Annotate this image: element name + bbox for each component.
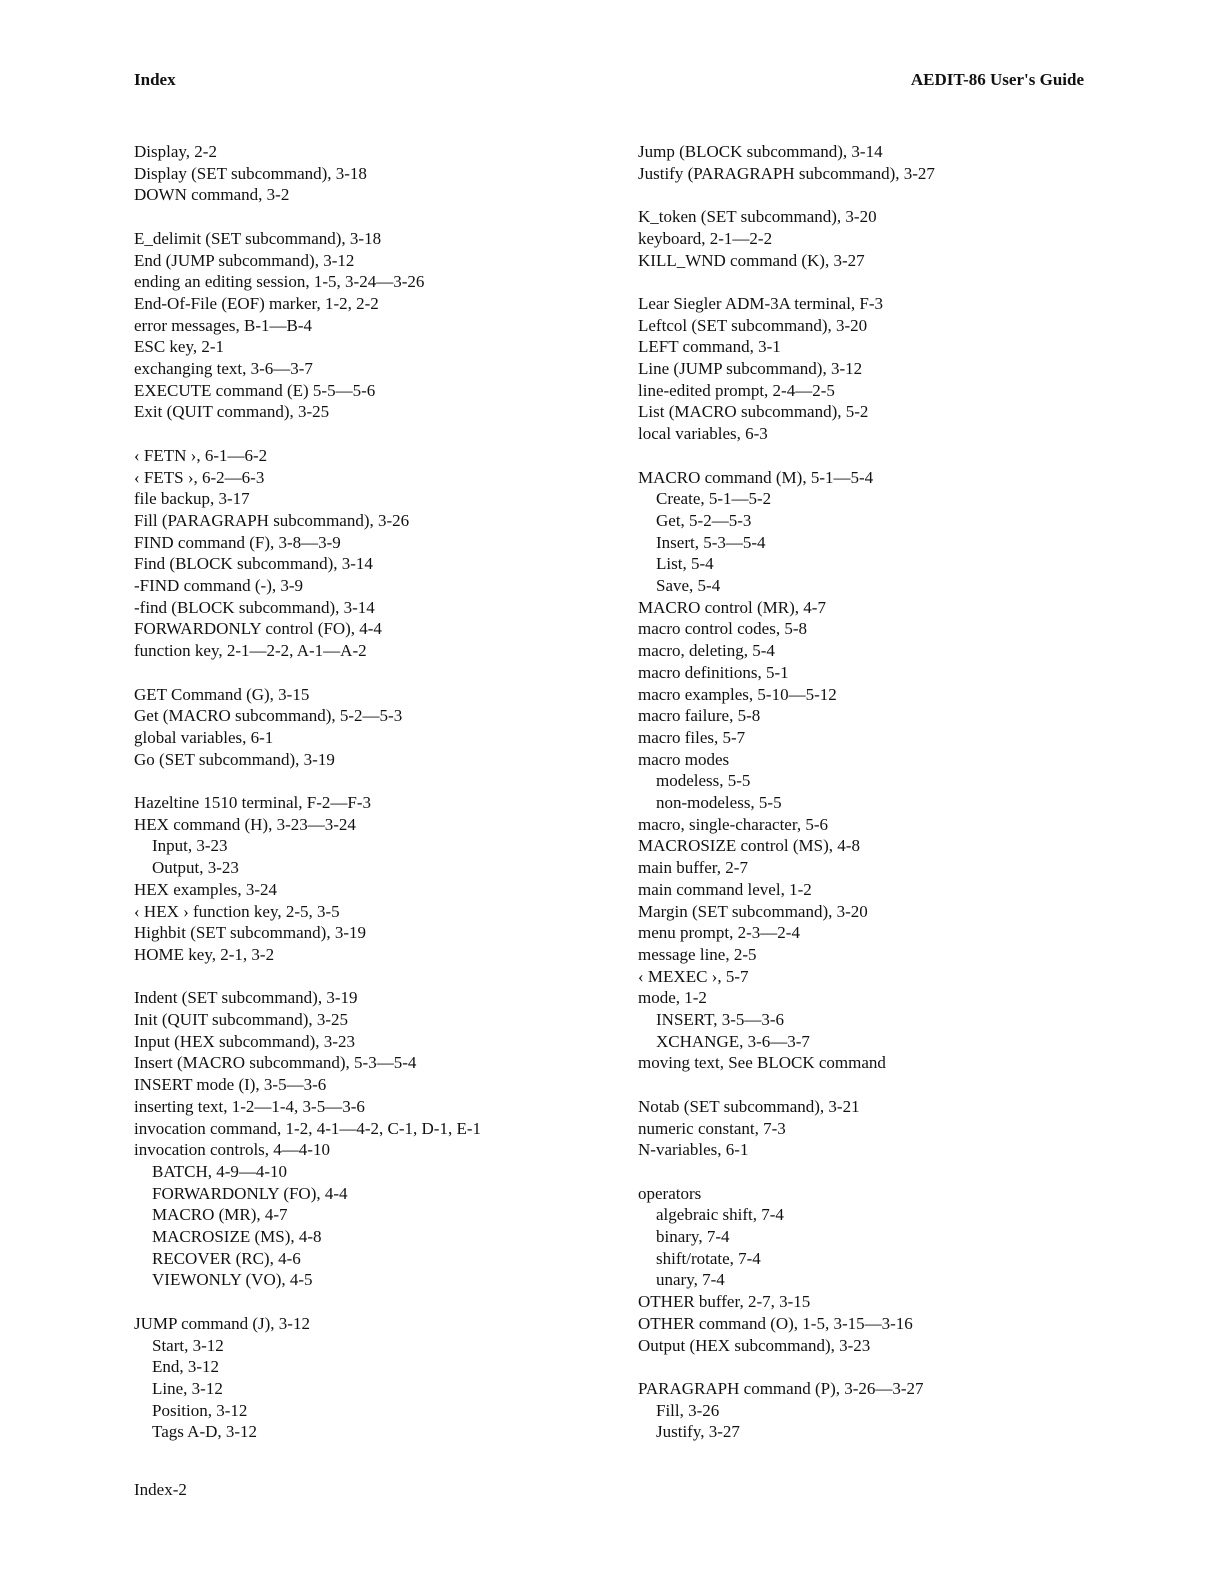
index-entry: macro, deleting, 5-4 <box>638 641 775 661</box>
index-entry: FIND command (F), 3-8—3-9 <box>134 532 341 552</box>
index-subentry: Start, 3-12 <box>152 1335 224 1355</box>
index-entry: macro, single-character, 5-6 <box>638 814 828 834</box>
running-header-left: Index <box>134 70 176 89</box>
index-entry: -FIND command (-), 3-9 <box>134 576 304 596</box>
index-entry: Get (MACRO subcommand), 5-2—5-3 <box>134 706 403 726</box>
index-group <box>134 987 574 1291</box>
index-entry: keyboard, 2-1—2-2 <box>638 228 773 248</box>
index-entry: End (JUMP subcommand), 3-12 <box>134 250 355 270</box>
index-entry: Indent (SET subcommand), 3-19 <box>134 988 358 1008</box>
index-entry: Input (HEX subcommand), 3-23 <box>134 1031 355 1051</box>
index-entry: Highbit (SET subcommand), 3-19 <box>134 923 366 943</box>
index-entry: macro modes <box>638 749 730 769</box>
index-entry: menu prompt, 2-3—2-4 <box>638 923 800 943</box>
index-entry: JUMP command (J), 3-12 <box>134 1313 310 1333</box>
index-entry: HOME key, 2-1, 3-2 <box>134 944 275 964</box>
index-entry: List (MACRO subcommand), 5-2 <box>638 402 869 422</box>
index-subentry: BATCH, 4-9—4-10 <box>152 1161 288 1181</box>
index-entry: ESC key, 2-1 <box>134 337 225 357</box>
index-entry: MACROSIZE control (MS), 4-8 <box>638 836 860 856</box>
index-group <box>134 1313 574 1443</box>
index-subentry: List, 5-4 <box>656 554 714 574</box>
index-subentry: non-modeless, 5-5 <box>656 793 782 813</box>
index-entry: Go (SET subcommand), 3-19 <box>134 749 335 769</box>
index-entry: ‹ FETS ›, 6-2—6-3 <box>134 467 265 487</box>
index-entry: macro definitions, 5-1 <box>638 662 789 682</box>
index-entry: macro examples, 5-10—5-12 <box>638 684 837 704</box>
index-subentry: FORWARDONLY (FO), 4-4 <box>152 1183 348 1203</box>
index-entry: -find (BLOCK subcommand), 3-14 <box>134 597 375 617</box>
index-entry: ‹ FETN ›, 6-1—6-2 <box>134 445 268 465</box>
index-entry: Find (BLOCK subcommand), 3-14 <box>134 554 373 574</box>
index-entry: Fill (PARAGRAPH subcommand), 3-26 <box>134 510 410 530</box>
index-entry: line-edited prompt, 2-4—2-5 <box>638 380 835 400</box>
index-entry: DOWN command, 3-2 <box>134 185 290 205</box>
index-entry: Display, 2-2 <box>134 142 217 161</box>
index-entry: ending an editing session, 1-5, 3-24—3-26 <box>134 272 425 292</box>
index-entry: macro failure, 5-8 <box>638 706 761 726</box>
index-subentry: VIEWONLY (VO), 4-5 <box>152 1270 313 1290</box>
index-subentry: Get, 5-2—5-3 <box>656 510 752 530</box>
index-entry: Justify (PARAGRAPH subcommand), 3-27 <box>638 163 935 183</box>
index-subentry: INSERT, 3-5—3-6 <box>656 1010 785 1030</box>
index-entry: mode, 1-2 <box>638 988 707 1008</box>
index-entry: End-Of-File (EOF) marker, 1-2, 2-2 <box>134 293 379 313</box>
index-column-left <box>134 141 574 1465</box>
index-subentry: RECOVER (RC), 4-6 <box>152 1248 301 1268</box>
index-group <box>134 792 574 966</box>
index-entry: MACRO control (MR), 4-7 <box>638 597 826 617</box>
index-entry: OTHER command (O), 1-5, 3-15—3-16 <box>638 1313 913 1333</box>
index-group <box>638 467 1098 1075</box>
index-entry: Line (JUMP subcommand), 3-12 <box>638 359 863 378</box>
index-entry: Output (HEX subcommand), 3-23 <box>638 1335 871 1355</box>
index-entry: function key, 2-1—2-2, A-1—A-2 <box>134 641 367 661</box>
index-entry: PARAGRAPH command (P), 3-26—3-27 <box>638 1378 924 1398</box>
index-entry: Insert (MACRO subcommand), 5-3—5-4 <box>134 1053 417 1073</box>
index-entry: macro files, 5-7 <box>638 727 746 747</box>
index-entry: Notab (SET subcommand), 3-21 <box>638 1096 860 1116</box>
index-entry: HEX examples, 3-24 <box>134 879 278 899</box>
index-subentry: Save, 5-4 <box>656 576 721 596</box>
index-entry: main command level, 1-2 <box>638 879 812 899</box>
index-subentry: Position, 3-12 <box>152 1400 248 1420</box>
index-entry: local variables, 6-3 <box>638 424 768 444</box>
index-subentry: End, 3-12 <box>152 1357 220 1377</box>
index-subentry: Line, 3-12 <box>152 1378 223 1398</box>
index-subentry: shift/rotate, 7-4 <box>656 1248 761 1268</box>
index-entry: FORWARDONLY control (FO), 4-4 <box>134 619 382 639</box>
index-entry: global variables, 6-1 <box>134 727 274 747</box>
index-entry: Leftcol (SET subcommand), 3-20 <box>638 315 868 335</box>
index-subentry: Input, 3-23 <box>152 836 228 856</box>
index-entry: error messages, B-1—B-4 <box>134 315 312 335</box>
index-entry: Lear Siegler ADM-3A terminal, F-3 <box>638 293 884 313</box>
index-entry: macro control codes, 5-8 <box>638 619 807 639</box>
index-subentry: unary, 7-4 <box>656 1270 725 1290</box>
index-entry: ‹ MEXEC ›, 5-7 <box>638 966 749 986</box>
index-entry: INSERT mode (I), 3-5—3-6 <box>134 1075 327 1095</box>
index-subentry: Create, 5-1—5-2 <box>656 489 772 509</box>
index-subentry: modeless, 5-5 <box>656 771 751 791</box>
index-entry: MACRO command (M), 5-1—5-4 <box>638 467 874 487</box>
index-subentry: Insert, 5-3—5-4 <box>656 532 766 552</box>
index-subentry: algebraic shift, 7-4 <box>656 1205 784 1225</box>
index-entry: EXECUTE command (E) 5-5—5-6 <box>134 380 376 400</box>
index-group <box>134 141 574 206</box>
index-entry: moving text, See BLOCK command <box>638 1053 886 1073</box>
index-group <box>638 1378 1098 1443</box>
index-group <box>638 293 1098 445</box>
index-subentry: Output, 3-23 <box>152 858 239 878</box>
index-entry: Jump (BLOCK subcommand), 3-14 <box>638 142 883 161</box>
index-group <box>638 206 1098 271</box>
index-entry: GET Command (G), 3-15 <box>134 684 310 704</box>
index-subentry: MACRO (MR), 4-7 <box>152 1205 288 1225</box>
index-subentry: MACROSIZE (MS), 4-8 <box>152 1227 322 1247</box>
index-group <box>134 684 574 771</box>
index-subentry: Fill, 3-26 <box>656 1400 720 1420</box>
index-entry: ‹ HEX › function key, 2-5, 3-5 <box>134 901 340 921</box>
index-entry: invocation controls, 4—4-10 <box>134 1140 330 1160</box>
page-number: Index-2 <box>134 1480 187 1499</box>
index-entry: numeric constant, 7-3 <box>638 1118 786 1138</box>
index-column-right <box>638 141 1098 1465</box>
index-entry: Margin (SET subcommand), 3-20 <box>638 901 868 921</box>
running-header-right: AEDIT-86 User's Guide <box>910 70 1084 89</box>
index-subentry: Tags A-D, 3-12 <box>152 1422 258 1442</box>
index-entry: message line, 2-5 <box>638 944 757 964</box>
index-entry: Init (QUIT subcommand), 3-25 <box>134 1010 349 1030</box>
index-subentry: XCHANGE, 3-6—3-7 <box>656 1031 810 1051</box>
index-entry: main buffer, 2-7 <box>638 858 748 878</box>
index-entry: OTHER buffer, 2-7, 3-15 <box>638 1292 811 1312</box>
index-entry: inserting text, 1-2—1-4, 3-5—3-6 <box>134 1096 365 1116</box>
index-entry: N-variables, 6-1 <box>638 1140 749 1160</box>
index-entry: exchanging text, 3-6—3-7 <box>134 359 313 379</box>
index-group <box>638 1183 1098 1357</box>
index-subentry: Justify, 3-27 <box>656 1422 740 1442</box>
index-entry: E_delimit (SET subcommand), 3-18 <box>134 228 382 248</box>
index-entry: Hazeltine 1510 terminal, F-2—F-3 <box>134 793 372 813</box>
index-entry: LEFT command, 3-1 <box>638 337 781 357</box>
index-entry: Exit (QUIT command), 3-25 <box>134 402 330 422</box>
index-group <box>134 228 574 423</box>
index-subentry: binary, 7-4 <box>656 1227 730 1247</box>
index-entry: KILL_WND command (K), 3-27 <box>638 250 865 270</box>
index-entry: HEX command (H), 3-23—3-24 <box>134 814 356 834</box>
index-entry: invocation command, 1-2, 4-1—4-2, C-1, D-1, E-1 <box>134 1118 482 1138</box>
index-entry: K_token (SET subcommand), 3-20 <box>638 207 877 227</box>
index-group <box>638 141 1098 184</box>
index-entry: operators <box>638 1183 702 1203</box>
index-entry: file backup, 3-17 <box>134 489 250 509</box>
index-group <box>638 1096 1098 1161</box>
index-group <box>134 445 574 662</box>
index-entry: Display (SET subcommand), 3-18 <box>134 163 367 183</box>
